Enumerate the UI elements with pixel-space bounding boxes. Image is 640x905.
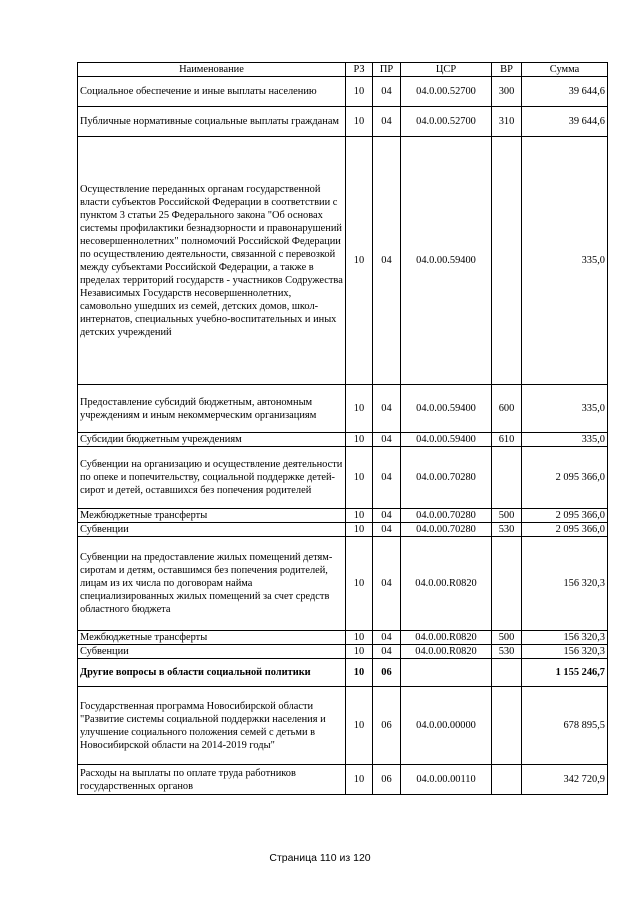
cell-vr: [492, 659, 522, 687]
cell-sum: 156 320,3: [522, 537, 608, 631]
cell-sum: 39 644,6: [522, 77, 608, 107]
cell-name: Межбюджетные трансферты: [78, 631, 346, 645]
cell-name: Субвенции: [78, 523, 346, 537]
cell-name: Публичные нормативные социальные выплаты гражданам: [78, 107, 346, 137]
header-rz: РЗ: [346, 63, 373, 77]
cell-sum: 156 320,3: [522, 645, 608, 659]
table-row: [78, 509, 608, 523]
cell-name: Другие вопросы в области социальной политики: [78, 659, 346, 687]
cell-rz: 10: [346, 385, 373, 433]
table-row: [78, 385, 608, 433]
cell-pr: 04: [373, 645, 401, 659]
cell-csr: 04.0.00.70280: [401, 447, 492, 509]
cell-pr: 06: [373, 765, 401, 795]
budget-table: [77, 62, 608, 795]
cell-rz: 10: [346, 107, 373, 137]
cell-name: Государственная программа Новосибирской области "Развитие системы социальной поддержки населения и улучшение социального положения семей с детьми в Новосибирской области на 2014-2019 годы": [78, 687, 346, 765]
cell-rz: 10: [346, 523, 373, 537]
cell-rz: 10: [346, 687, 373, 765]
page-number: Страница 110 из 120: [269, 852, 371, 864]
cell-csr: 04.0.00.59400: [401, 433, 492, 447]
cell-vr: [492, 687, 522, 765]
cell-rz: 10: [346, 447, 373, 509]
cell-sum: 342 720,9: [522, 765, 608, 795]
table-row: [78, 107, 608, 137]
cell-vr: [492, 537, 522, 631]
cell-pr: 04: [373, 537, 401, 631]
cell-pr: 04: [373, 523, 401, 537]
cell-rz: 10: [346, 631, 373, 645]
cell-csr: 04.0.00.00000: [401, 687, 492, 765]
cell-csr: 04.0.00.59400: [401, 385, 492, 433]
cell-sum: 678 895,5: [522, 687, 608, 765]
table-row: [78, 537, 608, 631]
cell-csr: 04.0.00.00110: [401, 765, 492, 795]
cell-rz: 10: [346, 137, 373, 385]
header-csr: ЦСР: [401, 63, 492, 77]
cell-name: Субвенции на организацию и осуществление деятельности по опеке и попечительству, социальной поддержке детей-сирот и детей, оставшихся без попечения родителей: [78, 447, 346, 509]
cell-vr: [492, 137, 522, 385]
cell-rz: 10: [346, 77, 373, 107]
cell-name: Субвенции: [78, 645, 346, 659]
cell-name: Субсидии бюджетным учреждениям: [78, 433, 346, 447]
cell-pr: 06: [373, 687, 401, 765]
cell-pr: 04: [373, 433, 401, 447]
table-body: [78, 77, 608, 795]
cell-csr: 04.0.00.52700: [401, 77, 492, 107]
cell-vr: 610: [492, 433, 522, 447]
cell-pr: 04: [373, 447, 401, 509]
cell-sum: 335,0: [522, 433, 608, 447]
cell-sum: 2 095 366,0: [522, 509, 608, 523]
cell-pr: 04: [373, 385, 401, 433]
table-row: [78, 77, 608, 107]
cell-pr: 04: [373, 631, 401, 645]
cell-csr: 04.0.00.59400: [401, 137, 492, 385]
cell-vr: 600: [492, 385, 522, 433]
cell-vr: 300: [492, 77, 522, 107]
cell-vr: 310: [492, 107, 522, 137]
header-vr: ВР: [492, 63, 522, 77]
cell-rz: 10: [346, 765, 373, 795]
cell-vr: 500: [492, 509, 522, 523]
cell-rz: 10: [346, 537, 373, 631]
cell-name: Межбюджетные трансферты: [78, 509, 346, 523]
table-row: [78, 631, 608, 645]
cell-sum: 335,0: [522, 385, 608, 433]
table-row: [78, 433, 608, 447]
table-row: [78, 765, 608, 795]
cell-sum: 2 095 366,0: [522, 523, 608, 537]
cell-name: Расходы на выплаты по оплате труда работников государственных органов: [78, 765, 346, 795]
table-row: [78, 447, 608, 509]
cell-sum: 39 644,6: [522, 107, 608, 137]
cell-pr: 06: [373, 659, 401, 687]
header-sum: Сумма: [522, 63, 608, 77]
cell-csr: 04.0.00.R0820: [401, 631, 492, 645]
cell-csr: [401, 659, 492, 687]
cell-name: Предоставление субсидий бюджетным, автономным учреждениям и иным некоммерческим организациям: [78, 385, 346, 433]
cell-rz: 10: [346, 433, 373, 447]
cell-name: Социальное обеспечение и иные выплаты населению: [78, 77, 346, 107]
cell-rz: 10: [346, 659, 373, 687]
cell-name: Субвенции на предоставление жилых помещений детям-сиротам и детям, оставшимся без попечения родителей, лицам из их числа по договорам найма специализированных жилых помещений за счет средств областного бюджета: [78, 537, 346, 631]
table-row: [78, 645, 608, 659]
cell-pr: 04: [373, 509, 401, 523]
cell-vr: 530: [492, 523, 522, 537]
cell-csr: 04.0.00.52700: [401, 107, 492, 137]
cell-vr: 530: [492, 645, 522, 659]
cell-sum: 2 095 366,0: [522, 447, 608, 509]
cell-vr: 500: [492, 631, 522, 645]
header-pr: ПР: [373, 63, 401, 77]
table-row: [78, 687, 608, 765]
cell-csr: 04.0.00.70280: [401, 509, 492, 523]
cell-sum: 335,0: [522, 137, 608, 385]
cell-pr: 04: [373, 77, 401, 107]
table-row: [78, 659, 608, 687]
table-row: [78, 137, 608, 385]
cell-csr: 04.0.00.R0820: [401, 645, 492, 659]
header-name: Наименование: [78, 63, 346, 77]
cell-sum: 1 155 246,7: [522, 659, 608, 687]
cell-rz: 10: [346, 645, 373, 659]
cell-rz: 10: [346, 509, 373, 523]
cell-pr: 04: [373, 107, 401, 137]
cell-csr: 04.0.00.70280: [401, 523, 492, 537]
cell-csr: 04.0.00.R0820: [401, 537, 492, 631]
cell-vr: [492, 447, 522, 509]
table-header-row: [78, 63, 608, 77]
cell-name: Осуществление переданных органам государственной власти субъектов Российской Федерации в соответствии с пунктом 3 статьи 25 Федерального закона "Об основах системы профилактики безнадзорности и правонарушений несовершеннолетних" полномочий Российской Федерации по осуществлению деятельности, связанной с перевозкой между субъектами Российской Федерации, а также в пределах территорий государств - участников Содружества Независимых Государств несовершеннолетних, самовольно ушедших из семей, детских домов, школ-интернатов, специальных учебно-воспитательных и иных детских учреждений: [78, 137, 346, 385]
cell-sum: 156 320,3: [522, 631, 608, 645]
table-row: [78, 523, 608, 537]
cell-pr: 04: [373, 137, 401, 385]
cell-vr: [492, 765, 522, 795]
